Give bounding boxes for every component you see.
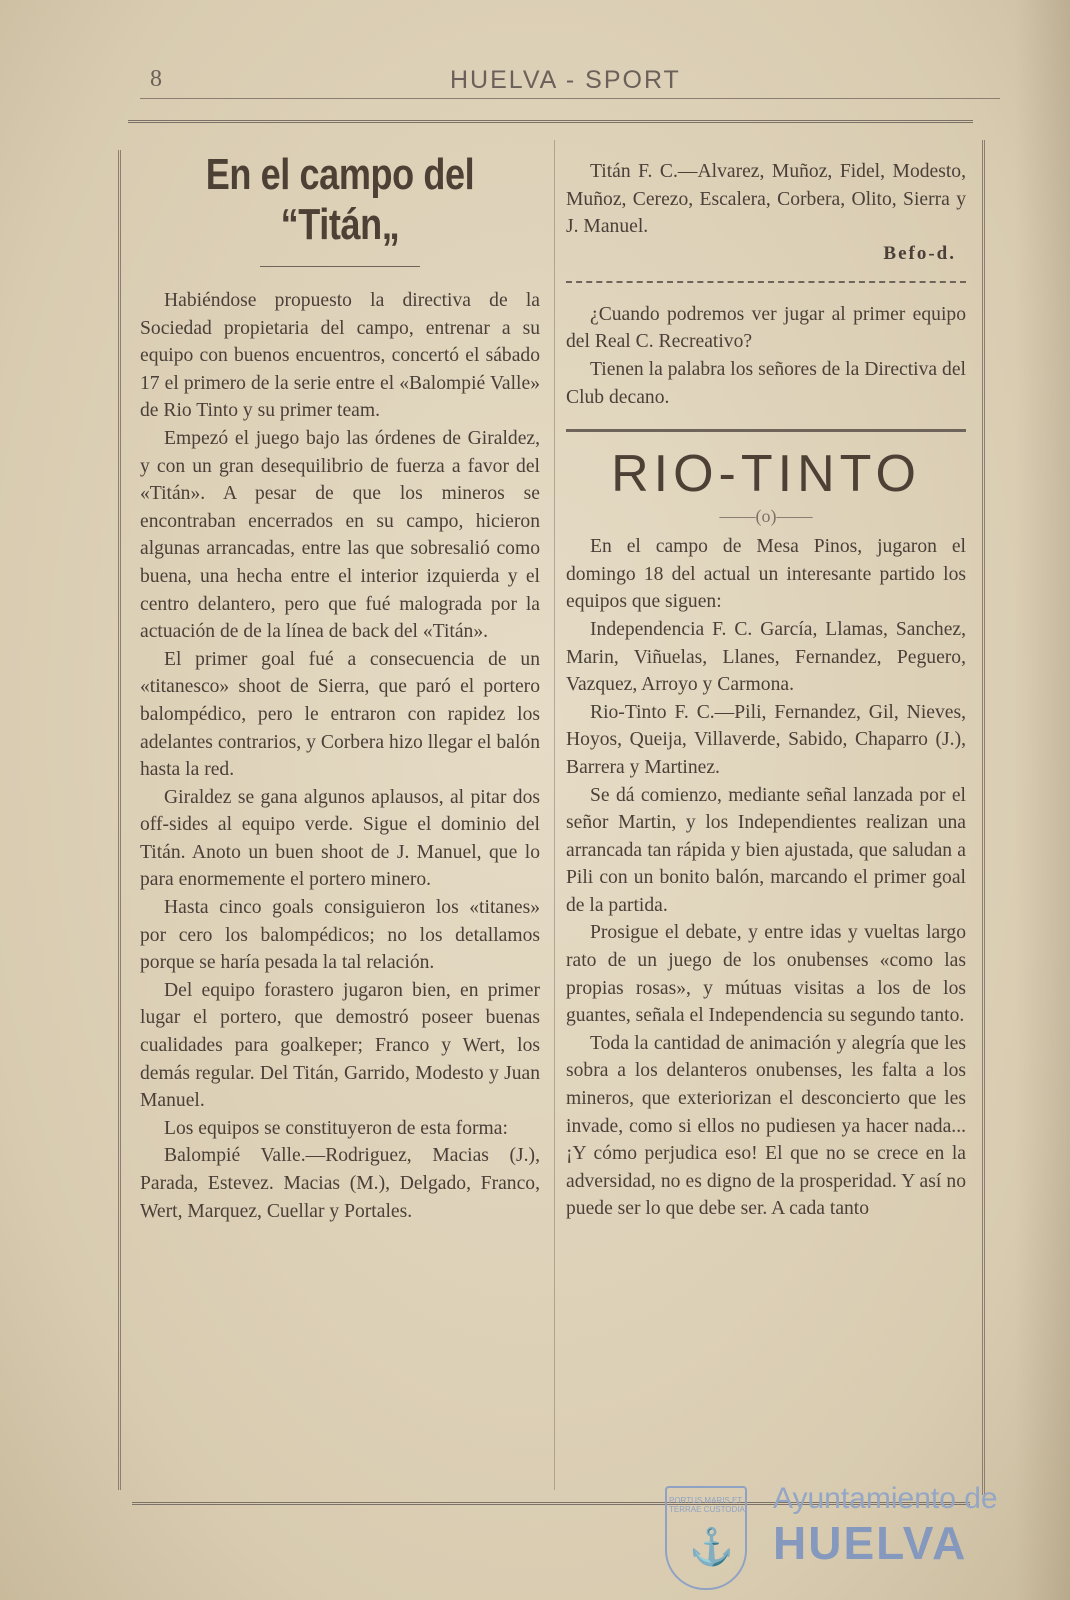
- paragraph: Toda la cantidad de animación y alegría que les sobra a los delanteros onubenses, les falta a los mineros, que exteriorizan el desconcierto que les invade, como si ellos no pudiesen ya hacer nada... ¡Y cómo perjudica eso! El que no se crece en la adversidad, no es digno de la prosperidad. Y así no puede ser lo que debe ser. A cada tanto: [566, 1032, 966, 1220]
- frame-right-border: [982, 140, 985, 1495]
- title-ornament: ——(o)——: [719, 506, 813, 527]
- page-header: [140, 66, 1000, 100]
- watermark-line1: Ayuntamiento de: [773, 1482, 998, 1515]
- paragraph: Prosigue el debate, y entre idas y vueltas largo rato de un juego de los onubenses «como las propias rosas», y mútuas visitas a los de los guantes, señala el Independencia su segundo tanto.: [566, 922, 966, 1027]
- paragraph: Empezó el juego bajo las órdenes de Giraldez, y con un gran desequilibrio de fuerza a favor del «Titán». A pesar de que los mineros se encontraban encerrados en su campo, hicieron algunas arrancadas, entre las que sobresalió como buena, una hecha entre el interior izquierda y el centro delantero, pero que fué malograda por la actuación de de la línea de back del «Titán».: [140, 427, 540, 643]
- left-column: [140, 140, 540, 1225]
- paragraph: El primer goal fué a consecuencia de un «titanesco» shoot de Sierra, que paró el portero balompédico, pero le entraron con rapidez los adelantes contrarios, y Corbera hizo llegar el balón hasta la red.: [140, 648, 540, 781]
- author-signature: Befo-d.: [883, 242, 956, 264]
- masthead: HUELVA - SPORT: [450, 66, 681, 94]
- frame-top-border: [128, 120, 973, 123]
- lineup-paragraph: Titán F. C.—Alvarez, Muñoz, Fidel, Modesto, Muñoz, Cerezo, Escalera, Corbera, Olito, Sierra y J. Manuel.: [566, 161, 966, 238]
- paragraph: Hasta cinco goals consiguieron los «titanes» por cero los balompédicos; no los detallamos porque se haría pesada la tal relación.: [140, 897, 540, 974]
- header-rule: [140, 98, 1000, 99]
- paragraph: Giraldez se gana algunos aplausos, al pitar dos off-sides al equipo verde. Sigue el dominio del Titán. Anoto un buen shoot de J. Manuel, que lo para enormemente el portero minero.: [140, 786, 540, 891]
- archive-watermark: [655, 1478, 1000, 1600]
- paragraph: Los equipos se constituyeron de esta forma:: [164, 1117, 508, 1139]
- paragraph: En el campo de Mesa Pinos, jugaron el domingo 18 del actual un interesante partido los equipos que siguen:: [566, 536, 966, 613]
- article-title-rio-tinto: RIO-TINTO: [611, 445, 921, 504]
- shield-motto: PORTUS MARIS ET TERRAE CUSTODIA: [669, 1496, 745, 1514]
- frame-left-border: [118, 150, 121, 1490]
- section-rule: [566, 429, 966, 432]
- right-column: [566, 158, 966, 1223]
- page-edge-shadow: [1015, 0, 1070, 1600]
- page-number: 8: [150, 66, 162, 92]
- column-divider: [554, 140, 555, 1490]
- paragraph: Habiéndose propuesto la directiva de la Sociedad propietaria del campo, entrenar a su equipo con buenos encuentros, concertó el sábado 17 el primero de la serie entre el «Balompié Valle» de Rio Tinto y su primer team.: [140, 290, 540, 422]
- section-rule: [566, 281, 966, 283]
- paragraph: ¿Cuando podremos ver jugar al primer equipo del Real C. Recreativo?: [566, 303, 966, 353]
- article-title-titan: En el campo del “Titán„: [205, 150, 475, 249]
- paragraph: Del equipo forastero jugaron bien, en primer lugar el portero, que demostró poseer buenas cualidades para goalkeper; Franco y Wert, los demás regular. Del Titán, Garrido, Modesto y Juan Manuel.: [140, 979, 540, 1112]
- shield-icon: [665, 1486, 747, 1590]
- lineup-paragraph: Rio-Tinto F. C.—Pili, Fernandez, Gil, Nieves, Hoyos, Queija, Villaverde, Sabido, Chaparro (J.), Barrera y Martinez.: [566, 701, 966, 778]
- paragraph: Se dá comienzo, mediante señal lanzada por el señor Martin, y los Independientes realizan una arrancada tan rápida y bien ajustada, que saludan a Pili con un bonito balón, marcando el primer goal de la partida.: [566, 784, 966, 916]
- lineup-paragraph: Balompié Valle.—Rodriguez, Macias (J.), Parada, Estevez. Macias (M.), Delgado, Franco, Wert, Marquez, Cuellar y Portales.: [140, 1145, 540, 1222]
- lineup-paragraph: Independencia F. C. García, Llamas, Sanchez, Marin, Viñuelas, Llanes, Fernandez, Peguero, Vazquez, Arroyo y Carmona.: [566, 618, 966, 696]
- watermark-line2: HUELVA: [773, 1517, 968, 1569]
- title-rule: [260, 266, 420, 267]
- paragraph: Tienen la palabra los señores de la Directiva del Club decano.: [566, 358, 966, 408]
- anchor-icon: ⚓: [689, 1527, 734, 1567]
